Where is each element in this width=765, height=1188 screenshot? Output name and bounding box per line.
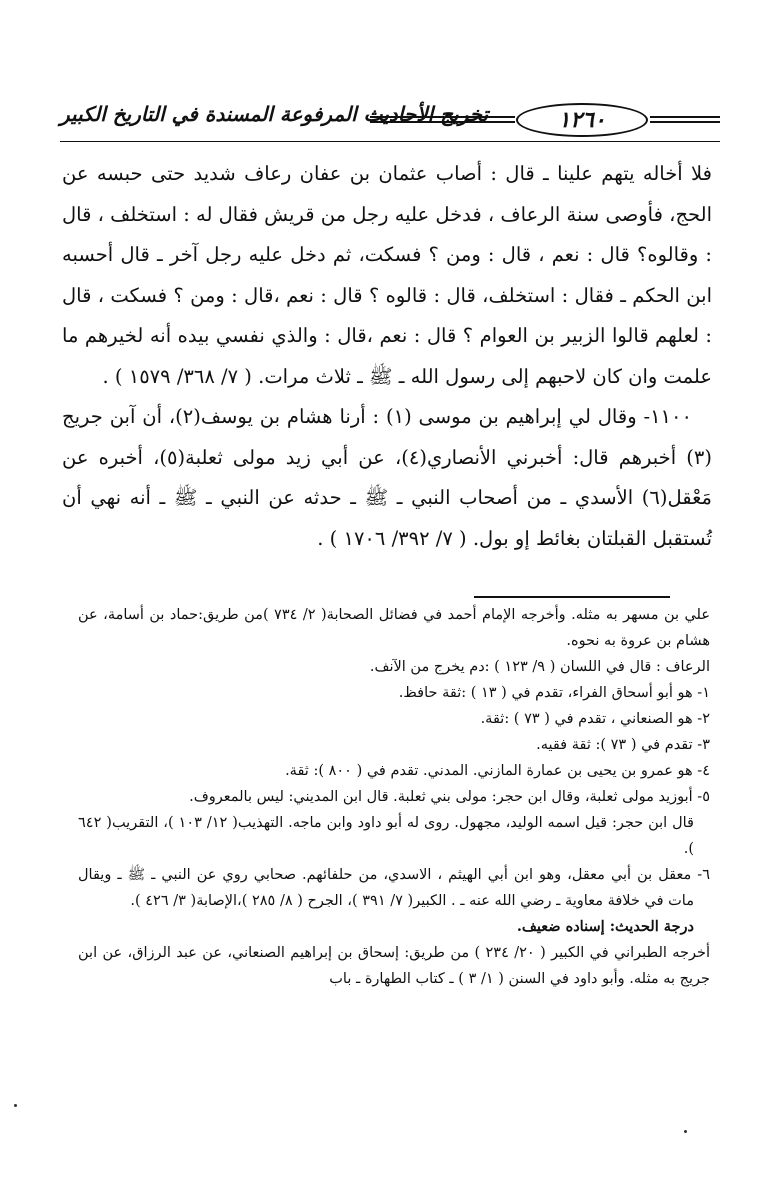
header-divider — [60, 141, 720, 142]
footnote: الرعاف : قال في اللسان ( ٩/ ١٢٣ ) :دم يخرج من الآنف. — [369, 659, 710, 675]
footnotes — [78, 602, 710, 992]
main-text — [62, 154, 712, 559]
hadith-paragraph: ١١٠٠- وقال لي إبراهيم بن موسى (١) : أرنا هشام بن يوسف(٢)، أن آبن جريج (٣) أخبرهم قال: أخبرني الأنصاري(٤)، عن أبي زيد مولى ثعلبة(٥)، أخبره عن مَعْقل(٦) الأسدي ـ من أصحاب النبي ـ ﷺ ـ حدثه عن النبي ـ ﷺ ـ أنه نهي أن تُستقبل القبلتان بغائط إو بول. ( ٧/ ٣٩٢/ ١٧٠٦ ) . — [62, 405, 712, 550]
footnote: ٦- معقل بن أبي معقل، وهو ابن أبي الهيثم ، الاسدي، من حلفائهم. صحابي روي عن النبي ـ ﷺ ـ ويقال مات في خلافة معاوية ـ رضي الله عنه ـ . الكبير( ٧/ ٣٩١ )، الجرح ( ٨/ ٢٨٥ )،الإصابة( ٣/ ٤٢٦ ). — [78, 867, 710, 909]
footnote: ١- هو أبو أسحاق الفراء، تقدم في ( ١٣ ) :ثقة حافظ. — [398, 685, 710, 701]
header-rule — [650, 121, 720, 123]
footnote: ٢- هو الصنعاني ، تقدم في ( ٧٣ ) :ثقة. — [480, 711, 710, 727]
footnote: ٤- هو عمرو بن يحيى بن عمارة المازني. المدني. تقدم في ( ٨٠٠ ): ثقة. — [285, 763, 710, 779]
footnote: ٣- تقدم في ( ٧٣ ): ثقة فقيه. — [536, 737, 710, 753]
footnote: قال ابن حجر: قيل اسمه الوليد، مجهول. روى له أبو داود وابن ماجه. التهذيب( ١٢/ ١٠٣ )، التقريب( ٦٤٢ ). — [78, 815, 694, 857]
hadith-grade: درجة الحديث: إسناده ضعيف. — [516, 918, 694, 935]
running-header — [60, 100, 720, 142]
header-rule — [650, 116, 720, 118]
footnote-separator — [474, 596, 670, 598]
running-title: تخريج الأحاديث المرفوعة المسندة في التاريخ الكبير — [60, 102, 489, 126]
page-number: ١٢٦٠ — [516, 103, 648, 137]
footnote: ٥- أبوزيد مولى ثعلبة، وقال ابن حجر: مولى بني ثعلبة. قال ابن المديني: ليس بالمعروف. — [189, 789, 710, 805]
scan-speck — [684, 1130, 687, 1133]
takhrij-text: أخرجه الطبراني في الكبير ( ٢٠/ ٢٣٤ ) من طريق: إسحاق بن إبراهيم الصنعاني، عن عبد الرزاق، عن ابن جريج به مثله. وأبو داود في السنن ( ١/ ٣ ) ـ كتاب الطهارة ـ باب — [78, 945, 710, 987]
hadith-paragraph: فلا أخاله يتهم علينا ـ قال : أصاب عثمان بن عفان رعاف شديد حتى حبسه عن الحج، فأوصى سنة الرعاف ، فدخل عليه رجل من قريش فقال له : استخلف ، قال : وقالوه؟ قال : نعم ، قال : ومن ؟ فسكت، ثم دخل عليه رجل آخر ـ قال أحسبه ابن الحكم ـ فقال : استخلف، قال : قالوه ؟ قال : نعم ،قال : ومن ؟ فسكت ، قال : لعلهم قالوا الزبير بن العوام ؟ قال : نعم ،قال : والذي نفسي بيده أنه لخيرهم ما علمت وان كان لاحبهم إلى رسول الله ـ ﷺ ـ ثلاث مرات. ( ٧/ ٣٦٨/ ١٥٧٩ ) . — [62, 162, 712, 388]
footnote: علي بن مسهر به مثله. وأخرجه الإمام أحمد في فضائل الصحابة( ٢/ ٧٣٤ )من طريق:حماد بن أسامة، عن هشام بن عروة به نحوه. — [78, 607, 710, 649]
scan-speck — [14, 1104, 17, 1107]
